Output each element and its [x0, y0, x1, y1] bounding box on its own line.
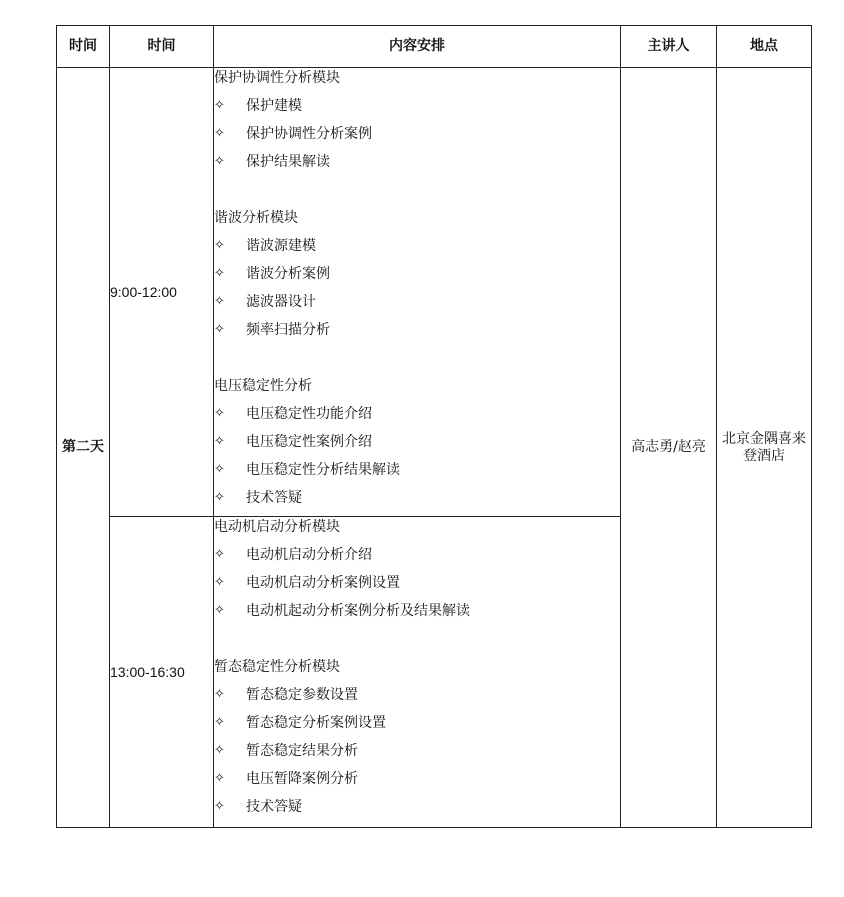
header-day: 时间: [57, 26, 110, 68]
diamond-bullet-icon: ✧: [214, 154, 225, 169]
item-text: 电动机起动分析案例分析及结果解读: [246, 603, 470, 619]
diamond-bullet-icon: ✧: [214, 238, 225, 253]
item-text: 电压稳定性分析结果解读: [246, 462, 400, 478]
item-text: 暂态稳定结果分析: [246, 743, 358, 759]
list-item: [214, 713, 620, 741]
session-content: [214, 517, 621, 828]
day-label: 第二天: [57, 68, 110, 828]
item-text: 暂态稳定参数设置: [246, 687, 358, 703]
module-items: [214, 404, 620, 516]
diamond-bullet-icon: ✧: [214, 771, 225, 786]
item-text: 电压稳定性功能介绍: [246, 406, 372, 422]
module-title: 电压稳定性分析: [214, 378, 312, 394]
list-item: [214, 797, 620, 825]
session-row-morning: [57, 68, 812, 517]
list-item: [214, 96, 620, 124]
module-title: 暂态稳定性分析模块: [214, 659, 340, 675]
module: [214, 517, 620, 629]
list-item: [214, 432, 620, 460]
item-text: 电压暂降案例分析: [246, 771, 358, 787]
diamond-bullet-icon: ✧: [214, 687, 225, 702]
list-item: [214, 292, 620, 320]
diamond-bullet-icon: ✧: [214, 434, 225, 449]
item-text: 谐波源建模: [246, 238, 316, 254]
list-item: [214, 545, 620, 573]
list-item: [214, 236, 620, 264]
list-item: [214, 264, 620, 292]
item-text: 技术答疑: [246, 490, 302, 506]
list-item: [214, 601, 620, 629]
diamond-bullet-icon: ✧: [214, 547, 225, 562]
list-item: [214, 573, 620, 601]
diamond-bullet-icon: ✧: [214, 603, 225, 618]
diamond-bullet-icon: ✧: [214, 743, 225, 758]
item-text: 谐波分析案例: [246, 266, 330, 282]
module-items: [214, 545, 620, 629]
item-text: 暂态稳定分析案例设置: [246, 715, 386, 731]
list-item: [214, 460, 620, 488]
list-item: [214, 488, 620, 516]
module-items: [214, 96, 620, 180]
diamond-bullet-icon: ✧: [214, 799, 225, 814]
session-time: 13:00-16:30: [110, 517, 214, 828]
list-item: [214, 320, 620, 348]
item-text: 保护结果解读: [246, 154, 330, 170]
diamond-bullet-icon: ✧: [214, 322, 225, 337]
header-content: 内容安排: [214, 26, 621, 68]
item-text: 电压稳定性案例介绍: [246, 434, 372, 450]
module: [214, 208, 620, 348]
diamond-bullet-icon: ✧: [214, 98, 225, 113]
module-items: [214, 236, 620, 348]
diamond-bullet-icon: ✧: [214, 294, 225, 309]
module-title: 谐波分析模块: [214, 210, 298, 226]
module-items: [214, 685, 620, 825]
header-row: [57, 26, 812, 68]
item-text: 保护协调性分析案例: [246, 126, 372, 142]
header-speaker: 主讲人: [621, 26, 717, 68]
diamond-bullet-icon: ✧: [214, 406, 225, 421]
diamond-bullet-icon: ✧: [214, 462, 225, 477]
header-time: 时间: [110, 26, 214, 68]
diamond-bullet-icon: ✧: [214, 126, 225, 141]
list-item: [214, 124, 620, 152]
header-venue: 地点: [717, 26, 812, 68]
item-text: 电动机启动分析案例设置: [246, 575, 400, 591]
session-time: 9:00-12:00: [110, 68, 214, 517]
item-text: 保护建模: [246, 98, 302, 114]
speaker-cell: 高志勇/赵亮: [621, 68, 717, 828]
item-text: 滤波器设计: [246, 294, 316, 310]
session-content: [214, 68, 621, 517]
module: [214, 657, 620, 825]
venue-cell: 北京金隅喜来登酒店: [717, 68, 812, 828]
list-item: [214, 769, 620, 797]
diamond-bullet-icon: ✧: [214, 490, 225, 505]
module: [214, 376, 620, 516]
module: [214, 68, 620, 180]
module-title: 保护协调性分析模块: [214, 70, 340, 86]
module-title: 电动机启动分析模块: [214, 519, 340, 535]
list-item: [214, 685, 620, 713]
schedule-table: [56, 25, 812, 828]
item-text: 电动机启动分析介绍: [246, 547, 372, 563]
list-item: [214, 404, 620, 432]
diamond-bullet-icon: ✧: [214, 715, 225, 730]
list-item: [214, 152, 620, 180]
item-text: 技术答疑: [246, 799, 302, 815]
list-item: [214, 741, 620, 769]
item-text: 频率扫描分析: [246, 322, 330, 338]
diamond-bullet-icon: ✧: [214, 575, 225, 590]
diamond-bullet-icon: ✧: [214, 266, 225, 281]
